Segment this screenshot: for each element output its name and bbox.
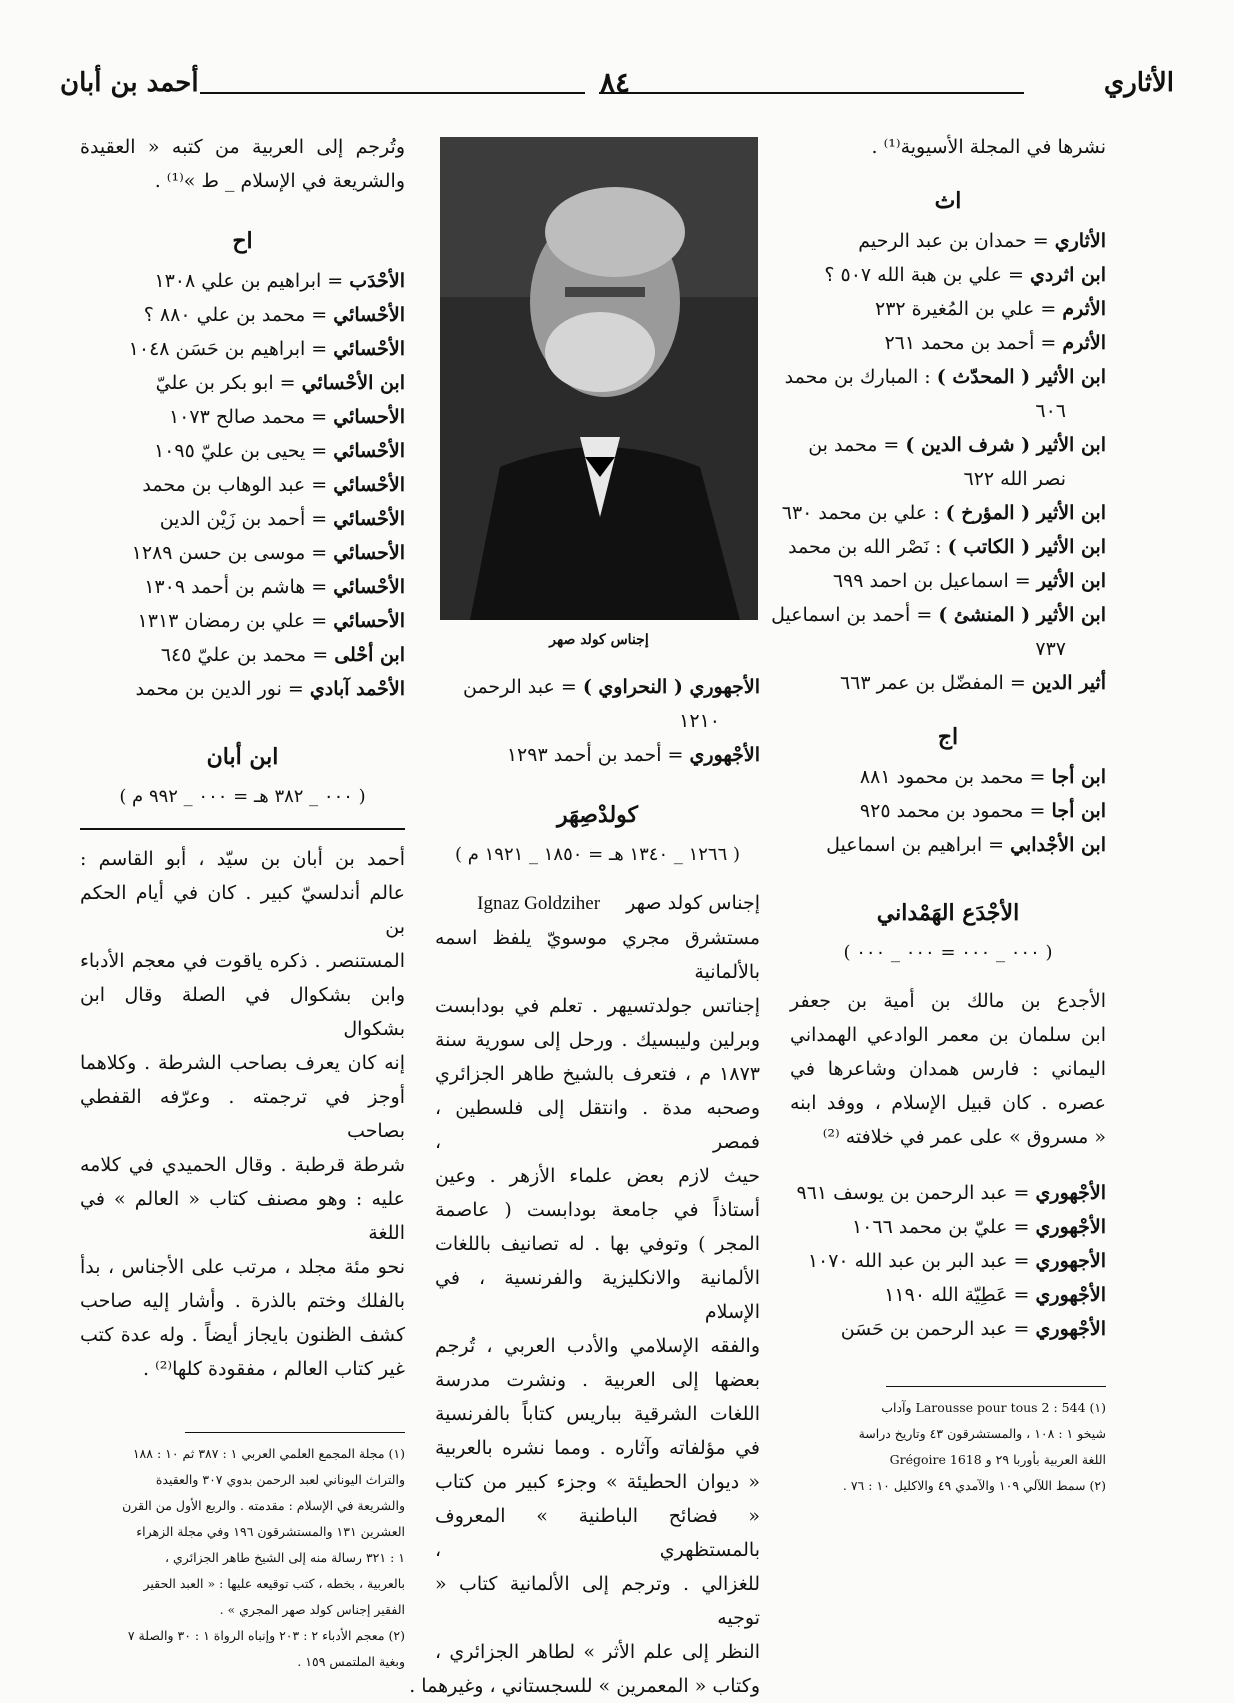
entry-name: الأحْسائي — [333, 474, 405, 496]
middle-column — [409, 670, 760, 1703]
text-line: إنه كان يعرف بصاحب الشرطة . وكلاهما — [80, 1052, 405, 1074]
text-line: في مؤلفاته وآثاره . ومما نشره بالعربية — [435, 1437, 760, 1459]
entry-reference: نصر الله ٦٢٢ — [963, 468, 1066, 490]
index-entry — [790, 1312, 1106, 1346]
index-entry — [790, 326, 1106, 360]
biography-dates: ( ٠٠٠ _ ٠٠٠ = ٠٠٠ _ ٠٠٠ ) — [843, 942, 1053, 963]
entry-reference: = عبد البر بن عبد الله ١٠٧٠ — [807, 1250, 1036, 1272]
text-line: مستشرق مجري موسويّ يلفظ اسمه بالألمانية — [435, 927, 760, 983]
photo-caption: إجناس كولد صهر — [549, 632, 649, 648]
entry-name: الأجْهوري — [1035, 1216, 1106, 1238]
entry-reference: = هاشم بن أحمد ١٣٠٩ — [144, 576, 334, 598]
entry-reference: = محمد بن عليّ ٦٤٥ — [160, 644, 335, 666]
text-line: اللغة العربية بأوربا ٢٩ و Grégoire 1618 — [889, 1452, 1106, 1467]
index-entry — [80, 672, 405, 706]
text-line: الألمانية والانكليزية والفرنسية ، في الإسلام — [435, 1267, 760, 1323]
entry-name: الأحْسائي — [333, 440, 405, 462]
index-entry — [790, 794, 1106, 828]
index-entry — [80, 570, 405, 604]
biography-first-line — [435, 886, 760, 921]
entry-reference: = اسماعيل بن احمد ٦٩٩ — [832, 570, 1037, 592]
entry-name: الأجهوري ( النحراوي ) — [582, 676, 760, 698]
index-entry — [790, 292, 1106, 326]
index-entry — [790, 394, 1106, 428]
biography-title: كولدْصِهَر — [556, 802, 639, 828]
entry-name: الأحْسائي — [333, 338, 405, 360]
portrait-image — [440, 137, 758, 620]
entry-reference: = عبد الرحمن بن حَسَن — [840, 1318, 1036, 1340]
index-entry — [790, 1278, 1106, 1312]
footnotes — [790, 1395, 1106, 1499]
latin-name: Ignaz Goldziher — [477, 893, 601, 914]
entry-name: ابن الأثير ( شرف الدين ) — [905, 434, 1106, 456]
arabic-name: إجناس كولد صهر — [626, 892, 760, 914]
text-line: حيث لازم بعض علماء الأزهر . وعين — [435, 1165, 760, 1187]
index-entry — [80, 298, 405, 332]
entry-reference: : نَصْر الله بن محمد — [788, 536, 948, 558]
index-entry — [80, 366, 405, 400]
text-line: أوجز في ترجمته . وعرّفه القفطي بصاحب — [80, 1086, 405, 1142]
entry-name: الأجْهوري — [1035, 1182, 1106, 1204]
running-title-left: أحمد بن أبان — [60, 68, 199, 98]
left-column — [80, 130, 405, 1675]
text-line: إجناتس جولدتسيهر . تعلم في بودابست — [435, 995, 760, 1017]
entry-name: أثير الدين — [1031, 672, 1106, 694]
index-entry — [80, 434, 405, 468]
section-heading: اح — [232, 228, 253, 254]
entry-reference: = عبد الوهاب بن محمد — [142, 474, 334, 496]
index-entry — [80, 264, 405, 298]
text-line: المجر ) وتوفي بها . له تصانيف باللغات — [435, 1233, 760, 1255]
entry-reference: = عَطِيّة الله ١١٩٠ — [884, 1284, 1036, 1306]
index-entry — [790, 666, 1106, 700]
text-line: عالم أندلسيّ كبير . كان في أيام الحكم بن — [80, 882, 405, 938]
text-line: اللغات الشرقية بباريس كتاباً بالفرنسية — [435, 1403, 760, 1425]
entry-name: ابن اثردي — [1029, 264, 1106, 286]
index-entry — [435, 738, 760, 772]
text-line: « ديوان الحطيئة » وجزء كبير من كتاب — [435, 1471, 760, 1493]
entry-name: الأحْسائي — [333, 304, 405, 326]
text-line: للغزالي . وترجم إلى الألمانية كتاب « توجيه — [435, 1573, 760, 1629]
entry-name: الأثرم — [1062, 298, 1106, 320]
text-line: وتُرجم إلى العربية من كتبه « العقيدة — [80, 136, 405, 158]
entry-reference: = عبد الرحمن بن يوسف ٩٦١ — [796, 1182, 1036, 1204]
entry-reference: = محمد بن محمود ٨٨١ — [859, 766, 1052, 788]
index-entry — [80, 604, 405, 638]
biography-text — [80, 842, 405, 1386]
entry-name: ابن الأثير ( المنشئ ) — [938, 604, 1106, 626]
text-line: والفقه الإسلامي والأدب العربي ، تُرجم — [435, 1335, 760, 1357]
entry-reference: = ابراهيم بن حَسَن ١٠٤٨ — [128, 338, 334, 360]
text-line: الأجدع بن مالك بن أمية بن جعفر — [790, 990, 1106, 1012]
text-line: ١٨٧٣ م ، فتعرف بالشيخ طاهر الجزائري — [435, 1063, 760, 1085]
entry-reference: = محمود بن محمد ٩٢٥ — [859, 800, 1052, 822]
running-title-right: الأثاري — [1103, 68, 1174, 98]
entry-name: ابن الأحْسائي — [301, 372, 405, 394]
index-entry — [790, 462, 1106, 496]
text-line: والتراث اليوناني لعبد الرحمن بدوي ٣٠٧ والعقيدة — [155, 1472, 405, 1487]
entry-reference: ١٢١٠ — [679, 710, 720, 732]
entry-reference: = حمدان بن عبد الرحيم — [858, 230, 1055, 252]
entry-reference: = أحمد بن اسماعيل — [771, 604, 939, 626]
entry-reference: ٦٠٦ — [1035, 400, 1066, 422]
entry-reference: = عليّ بن محمد ١٠٦٦ — [851, 1216, 1036, 1238]
index-entry — [790, 1210, 1106, 1244]
text-line: وابن بشكوال في الصلة وقال ابن بشكوال — [80, 984, 405, 1040]
entry-name: الأثاري — [1054, 230, 1106, 252]
index-entry — [80, 332, 405, 366]
entry-name: ابن أجا — [1051, 766, 1106, 788]
page-header — [60, 68, 1174, 108]
index-entry — [80, 468, 405, 502]
entry-reference: = نور الدين بن محمد — [135, 678, 310, 700]
index-entry — [790, 428, 1106, 462]
header-rule-left — [200, 92, 585, 94]
entry-reference: : المبارك بن محمد — [784, 366, 937, 388]
text-line: وبرلين وليبسيك . ورحل إلى سورية سنة — [435, 1029, 760, 1051]
text-line: « فضائح الباطنية » المعروف بالمستظهري ، — [435, 1505, 760, 1561]
header-rule-right — [599, 92, 1024, 94]
entry-name: ابن الأثير ( الكاتب ) — [947, 536, 1106, 558]
index-entry — [790, 258, 1106, 292]
text-line: ١ : ٣٢١ رسالة منه إلى الشيخ طاهر الجزائري ، — [165, 1550, 405, 1565]
entry-name: الأحسائي — [333, 610, 405, 632]
text-line: (٢) سمط اللآلي ١٠٩ والآمدي ٤٩ والاكليل ١٠ : ٧٦ . — [842, 1478, 1106, 1493]
entry-reference: = علي بن المُغيرة ٢٣٢ — [874, 298, 1063, 320]
biography-text — [409, 921, 760, 1703]
text-line: والشريعة في الإسلام _ ط »⁽¹⁾ . — [154, 170, 405, 192]
entry-name: ابن الأثير ( المحدّث ) — [936, 366, 1106, 388]
index-entry — [80, 400, 405, 434]
index-entry — [80, 638, 405, 672]
entry-reference: = أحمد بن أحمد ١٢٩٣ — [506, 744, 690, 766]
entry-reference: = علي بن هبة الله ٥٠٧ ؟ — [824, 264, 1030, 286]
text-line: شيخو ١ : ١٠٨ ، والمستشرقون ٤٣ وتاريخ دراسة — [858, 1426, 1106, 1441]
index-entry — [790, 1176, 1106, 1210]
right-column — [771, 130, 1106, 1499]
entry-reference: = عبد الرحمن — [462, 676, 583, 698]
portrait-photo — [440, 137, 758, 620]
index-entry — [790, 224, 1106, 258]
entry-reference: = علي بن رمضان ١٣١٣ — [137, 610, 334, 632]
biography-title: الأجْدَع الهَمْداني — [876, 900, 1020, 926]
index-entry — [80, 502, 405, 536]
text-line: (١) Larousse pour tous 2 : 544 وآداب — [881, 1400, 1106, 1415]
footnote-separator — [185, 1432, 405, 1433]
index-entry — [781, 496, 1106, 530]
text-line: نحو مئة مجلد ، مرتب على الأجناس ، بدأ — [80, 1256, 405, 1278]
entry-name: ابن أجا — [1051, 800, 1106, 822]
entry-reference: = محمد صالح ١٠٧٣ — [168, 406, 334, 428]
entry-name: الأجْهوري — [1035, 1318, 1106, 1340]
index-entry — [790, 632, 1106, 666]
index-entry — [790, 760, 1106, 794]
text-line: بالفلك وختم بالذرة . وأشار إليه صاحب — [80, 1290, 405, 1312]
entry-list — [80, 264, 405, 706]
biography-dates: ( ٠٠٠ _ ٣٨٢ هـ = ٠٠٠ _ ٩٩٢ م ) — [119, 786, 366, 807]
text-line: ابن سلمان بن معمر الوادعي الهمداني — [790, 1024, 1106, 1046]
entry-reference: = يحيى بن عليّ ١٠٩٥ — [153, 440, 334, 462]
section-heading: اج — [937, 724, 959, 750]
entry-name: ابن الأجْدابي — [1010, 834, 1106, 856]
entry-name: ابن أحْلى — [334, 644, 405, 666]
entry-reference: = ابراهيم بن علي ١٣٠٨ — [154, 270, 350, 292]
text-line: المستنصر . ذكره ياقوت في معجم الأدباء — [80, 950, 405, 972]
text-line: الفقير إجناس كولد صهر المجري » . — [219, 1602, 405, 1617]
entry-reference: : علي بن محمد ٦٣٠ — [781, 502, 946, 524]
entry-name: الأثرم — [1062, 332, 1106, 354]
entry-reference: = المفضّل بن عمر ٦٦٣ — [839, 672, 1032, 694]
entry-name: الأجْهوري — [689, 744, 760, 766]
entry-reference: = محمد بن علي ٨٨٠ ؟ — [143, 304, 334, 326]
entry-name: الأحْمد آبادي — [309, 678, 405, 700]
text-line: أحمد بن أبان بن سيّد ، أبو القاسم : — [80, 848, 405, 870]
text-line: (١) مجلة المجمع العلمي العربي ١ : ٣٨٧ ثم ١٠ : ١٨٨ — [132, 1446, 405, 1461]
index-entry — [435, 704, 760, 738]
entry-reference: = ابراهيم بن اسماعيل — [826, 834, 1011, 856]
entry-list — [435, 670, 760, 772]
text-line: النظر إلى علم الأثر » لطاهر الجزائري ، — [435, 1641, 760, 1663]
entry-name: الأحسائي — [333, 406, 405, 428]
entry-reference: = ابو بكر بن عليّ — [155, 372, 302, 394]
entry-name: الأجْهوري — [1035, 1284, 1106, 1306]
footnote-separator — [886, 1386, 1106, 1387]
text-line: شرطة قرطبة . وقال الحميدي في كلامه — [80, 1154, 405, 1176]
index-entry — [790, 530, 1106, 564]
text-line: أستاذاً في جامعة بودابست ( عاصمة — [435, 1199, 760, 1221]
text-line: اليماني : فارس همدان وشاعرها في — [790, 1058, 1106, 1080]
intro-text: نشرها في المجلة الأسيوية⁽¹⁾ . — [871, 136, 1106, 158]
footnotes — [80, 1441, 405, 1675]
entry-name: الأحْدَب — [349, 270, 405, 292]
index-entry — [790, 1244, 1106, 1278]
text-line: بالعربية ، بخطه ، كتب توقيعه عليها : « العبد الحقير — [143, 1576, 405, 1591]
text-line: وكتاب « المعمرين » للسجستاني ، وغيرهما . — [409, 1675, 760, 1697]
text-line: (٢) معجم الأدباء ٢ : ٢٠٣ وإنباه الرواة ١ : ٣٠ والصلة ٧ — [127, 1628, 405, 1643]
text-line: وصحبه مدة . وانتقل إلى فلسطين ، فمصر ، — [435, 1097, 760, 1153]
entry-list — [771, 224, 1106, 700]
index-entry — [790, 564, 1106, 598]
index-entry — [790, 828, 1106, 862]
index-entry — [80, 536, 405, 570]
entry-list — [790, 760, 1106, 862]
index-entry — [784, 360, 1106, 394]
intro-text — [80, 130, 405, 198]
text-line: العشرين ١٣١ والمستشرقون ١٩٦ وفي مجلة الزهراء — [136, 1524, 405, 1539]
text-line: غير كتاب العالم ، مفقودة كلها⁽²⁾ . — [143, 1358, 405, 1380]
divider — [80, 828, 405, 830]
section-heading: اث — [934, 188, 962, 214]
entry-reference: = محمد بن — [808, 434, 906, 456]
entry-name: الأحسائي — [333, 542, 405, 564]
entry-name: الأجهوري — [1035, 1250, 1106, 1272]
entry-list — [790, 1176, 1106, 1346]
entry-name: الأحْسائي — [333, 576, 405, 598]
index-entry — [435, 670, 760, 704]
text-line: كشف الظنون بايجاز أيضاً . وله عدة كتب — [80, 1324, 405, 1346]
entry-name: ابن الأثير ( المؤرخ ) — [945, 502, 1106, 524]
entry-name: ابن الأثير — [1036, 570, 1106, 592]
page-number: ٨٤ — [600, 66, 631, 99]
entry-reference: ٧٣٧ — [1035, 638, 1066, 660]
biography-text — [790, 984, 1106, 1154]
entry-reference: = أحمد بن محمد ٢٦١ — [884, 332, 1063, 354]
entry-reference: = موسى بن حسن ١٢٨٩ — [131, 542, 334, 564]
index-entry — [771, 598, 1106, 632]
text-line: « مسروق » على عمر في خلافته ⁽²⁾ — [822, 1126, 1106, 1148]
text-line: عصره . كان قبيل الإسلام ، ووفد ابنه — [790, 1092, 1106, 1114]
text-line: عليه : وهو مصنف كتاب « العالم » في اللغة — [80, 1188, 405, 1244]
text-line: بعضها إلى العربية . ونشرت مدرسة — [435, 1369, 760, 1391]
text-line: والشريعة في الإسلام : مقدمته . والربع الأول من القرن — [122, 1498, 405, 1513]
text-line: وبغية الملتمس ١٥٩ . — [297, 1654, 405, 1669]
entry-reference: = أحمد بن زَيْن الدين — [159, 508, 334, 530]
entry-name: الأحْسائي — [333, 508, 405, 530]
biography-title: ابن أبان — [206, 744, 279, 770]
biography-dates: ( ١٢٦٦ _ ١٣٤٠ هـ = ١٨٥٠ _ ١٩٢١ م ) — [455, 844, 740, 865]
